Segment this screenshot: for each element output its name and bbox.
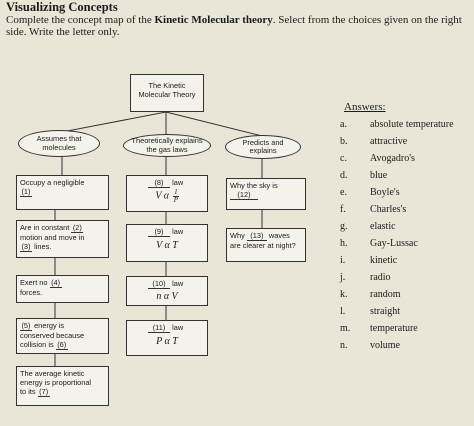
- gas-law-box-2: [126, 224, 208, 262]
- assumption-2-text-b: motion and move in: [20, 233, 85, 242]
- prediction-2-text-a: Why: [230, 231, 245, 240]
- gas-law-box-1: [126, 175, 208, 212]
- answer-text: Boyle's: [370, 187, 400, 198]
- blank-2[interactable]: (2): [72, 223, 82, 232]
- blank-1[interactable]: (1): [21, 187, 31, 196]
- assumption-1-text: Occupy a negligible: [20, 178, 85, 187]
- blank-11[interactable]: (11): [148, 323, 170, 333]
- prediction-2-text-b: waves: [268, 231, 290, 240]
- assumption-4-text-b: conserved because: [20, 331, 85, 340]
- blank-3[interactable]: (3): [21, 242, 31, 251]
- law-4-label: law: [172, 323, 184, 332]
- predicts-oval: [225, 135, 301, 159]
- prediction-box-2: [226, 228, 306, 262]
- answer-text: straight: [370, 306, 400, 317]
- assumption-3-text-b: forces.: [20, 288, 43, 297]
- assumption-5-text-b: energy is proportional: [20, 378, 92, 387]
- assumption-box-4: [16, 318, 109, 354]
- answer-item: [340, 187, 400, 198]
- answer-item: [340, 136, 407, 147]
- answer-letter: e.: [340, 187, 347, 198]
- answer-letter: b.: [340, 136, 348, 147]
- assumption-box-1: [16, 175, 109, 210]
- assumes-oval: [18, 130, 100, 157]
- answer-item: [340, 323, 418, 334]
- answer-text: attractive: [370, 136, 408, 147]
- answer-item: [340, 238, 418, 249]
- gas-law-box-4: [126, 320, 208, 356]
- answer-text: blue: [370, 170, 388, 181]
- explains-text: Theoretically explains the gas laws: [131, 136, 203, 154]
- answer-letter: n.: [340, 340, 348, 351]
- blank-4[interactable]: (4): [51, 278, 61, 287]
- law-1-formula: V α: [155, 190, 170, 202]
- answer-letter: l.: [340, 306, 346, 317]
- answer-item: [340, 170, 387, 181]
- law-1-denominator: P: [173, 196, 179, 204]
- law-1-numerator: 1: [174, 188, 178, 196]
- law-3-formula: n α V: [156, 291, 178, 302]
- answer-item: [340, 289, 401, 300]
- law-1-fraction: [173, 189, 179, 204]
- prediction-1-text: Why the sky is: [230, 181, 278, 190]
- answer-item: [340, 119, 454, 130]
- answer-text: temperature: [370, 323, 418, 334]
- answer-text: absolute temperature: [370, 119, 454, 130]
- blank-8[interactable]: (8): [148, 178, 170, 188]
- section-heading: Visualizing Concepts: [6, 0, 118, 14]
- answer-text: random: [370, 289, 401, 300]
- answer-letter: f.: [340, 204, 346, 215]
- answer-letter: c.: [340, 153, 347, 164]
- instructions-part2: . Select from the choices given on the right side. Write the letter only.: [6, 14, 462, 38]
- blank-10[interactable]: (10): [148, 279, 170, 289]
- answer-text: Avogadro's: [370, 153, 415, 164]
- answer-item: [340, 255, 397, 266]
- law-2-label: law: [172, 227, 184, 236]
- assumption-4-text-a: energy is: [34, 321, 65, 330]
- answer-item: [340, 306, 400, 317]
- law-4-formula: P α T: [156, 336, 178, 347]
- blank-6[interactable]: (6): [57, 340, 67, 349]
- answer-letter: m.: [340, 323, 351, 334]
- prediction-box-1: [226, 178, 306, 210]
- instructions-bold: Kinetic Molecular theory: [154, 14, 273, 26]
- answer-text: volume: [370, 340, 400, 351]
- answer-item: [340, 272, 391, 283]
- answer-letter: k.: [340, 289, 348, 300]
- assumption-2-text-a: Are in constant: [20, 223, 70, 232]
- gas-law-box-3: [126, 276, 208, 306]
- predicts-text: Predicts and explains: [242, 137, 284, 155]
- blank-5[interactable]: (5): [21, 321, 31, 330]
- answer-letter: i.: [340, 255, 346, 266]
- answer-item: [340, 221, 396, 232]
- blank-12[interactable]: (12): [230, 190, 258, 200]
- assumption-box-3: [16, 275, 109, 303]
- instructions-part1: Complete the concept map of the: [6, 14, 155, 26]
- assumption-3-text-a: Exert no: [20, 278, 48, 287]
- answer-item: [340, 340, 400, 351]
- law-3-label: law: [172, 279, 184, 288]
- answer-item: [340, 204, 406, 215]
- law-1-label: law: [172, 178, 184, 187]
- explains-oval: [123, 134, 211, 157]
- blank-9[interactable]: (9): [148, 227, 170, 237]
- answers-title: Answers:: [344, 101, 386, 113]
- answer-letter: g.: [340, 221, 348, 232]
- prediction-2-text-c: are clearer at night?: [230, 241, 296, 250]
- answer-letter: j.: [340, 272, 346, 283]
- assumption-5-text-a: The average kinetic: [20, 369, 85, 378]
- answer-text: radio: [370, 272, 391, 283]
- answer-letter: d.: [340, 170, 348, 181]
- law-2-formula: V α T: [156, 240, 178, 251]
- answer-text: Gay-Lussac: [370, 238, 418, 249]
- blank-7[interactable]: (7): [39, 387, 49, 396]
- root-concept-box: [130, 74, 204, 112]
- answer-item: [340, 153, 415, 164]
- assumption-2-text-c: lines.: [34, 242, 52, 251]
- assumption-4-text-c: collision is: [20, 340, 54, 349]
- assumes-text: Assumes that molecules: [36, 134, 82, 152]
- assumption-box-2: [16, 220, 109, 258]
- answer-text: elastic: [370, 221, 396, 232]
- assumption-box-5: [16, 366, 109, 406]
- root-concept-text: The Kinetic Molecular Theory: [138, 81, 196, 99]
- blank-13[interactable]: (13): [247, 231, 267, 241]
- answer-text: kinetic: [370, 255, 398, 266]
- assumption-5-text-c: to its: [20, 387, 36, 396]
- answer-letter: h.: [340, 238, 348, 249]
- answer-letter: a.: [340, 119, 347, 130]
- answer-text: Charles's: [370, 204, 407, 215]
